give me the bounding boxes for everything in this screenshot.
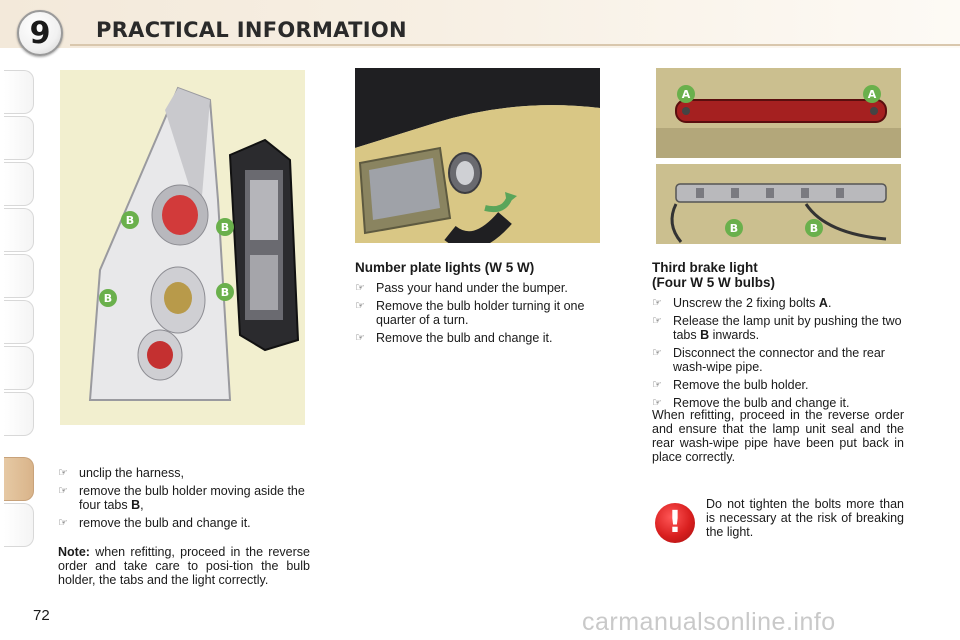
pointing-hand-icon: ☞ <box>652 346 662 359</box>
step-text: remove the bulb and change it. <box>79 516 251 530</box>
middle-steps-list <box>355 281 607 349</box>
list-item <box>58 516 310 530</box>
step-bold-ref: B <box>700 328 710 342</box>
step-tail: . <box>827 296 832 310</box>
step-text: Remove the bulb and change it. <box>673 396 850 410</box>
pointing-hand-icon: ☞ <box>652 378 662 391</box>
side-tab-10[interactable] <box>4 503 34 547</box>
side-tab-9-active[interactable] <box>4 457 34 501</box>
pointing-hand-icon: ☞ <box>652 314 662 327</box>
right-steps-list <box>652 296 904 414</box>
list-item <box>652 314 904 342</box>
step-text: Pass your hand under the bumper. <box>376 281 568 295</box>
step-text: Unscrew the 2 fixing bolts <box>673 296 819 310</box>
warning-icon <box>655 503 695 543</box>
step-tail: inwards. <box>709 328 760 342</box>
note-text: when refitting, proceed in the reverse order and take care to posi-tion the bulb holder, the tabs and the light correctly. <box>58 545 310 587</box>
step-bold-ref: A <box>818 296 828 310</box>
step-text: Disconnect the connector and the rear wash-wipe pipe. <box>673 346 885 374</box>
pointing-hand-icon: ☞ <box>58 516 68 529</box>
step-tail: , <box>140 498 144 512</box>
pointing-hand-icon: ☞ <box>355 331 365 344</box>
side-tab-1[interactable] <box>4 70 34 114</box>
heading-line-1: Third brake light <box>652 260 758 275</box>
heading-line-2: (Four W 5 W bulbs) <box>652 275 775 290</box>
list-item <box>355 299 607 327</box>
rear-lamp-illustration <box>60 70 305 425</box>
image-label-a-1: A <box>681 88 691 101</box>
side-tab-8[interactable] <box>4 392 34 436</box>
list-item <box>652 296 904 310</box>
pointing-hand-icon: ☞ <box>58 484 68 497</box>
list-item <box>652 346 904 374</box>
image-label-b-5: B <box>729 222 739 235</box>
image-label-b-6: B <box>809 222 819 235</box>
step-text: unclip the harness, <box>79 466 184 480</box>
note-paragraph <box>58 545 310 587</box>
brake-light-heading <box>652 260 902 290</box>
image-label-b-4: B <box>220 286 230 299</box>
image-label-b-1: B <box>125 214 135 227</box>
step-bold-ref: B <box>131 498 141 512</box>
page-title: PRACTICAL INFORMATION <box>96 18 407 42</box>
list-item <box>58 484 310 512</box>
number-plate-light-illustration <box>355 68 600 243</box>
image-label-a-2: A <box>867 88 877 101</box>
step-text: Release the lamp unit by pushing the two tabs <box>673 314 902 342</box>
note-label: Note: <box>58 545 90 559</box>
chapter-badge <box>17 10 63 56</box>
list-item <box>58 466 310 480</box>
warning-text: Do not tighten the bolts more than is necessary at the risk of breaking the light. <box>706 497 904 539</box>
side-tab-5[interactable] <box>4 254 34 298</box>
pointing-hand-icon: ☞ <box>652 396 662 409</box>
pointing-hand-icon: ☞ <box>355 299 365 312</box>
side-tab-2[interactable] <box>4 116 34 160</box>
side-tab-3[interactable] <box>4 162 34 206</box>
pointing-hand-icon: ☞ <box>58 466 68 479</box>
exclamation-icon: ! <box>668 505 682 540</box>
pointing-hand-icon: ☞ <box>355 281 365 294</box>
left-steps-list <box>58 466 310 534</box>
page-number: 72 <box>33 607 50 624</box>
step-text: Remove the bulb holder turning it one quarter of a turn. <box>376 299 585 327</box>
step-text: remove the bulb holder moving aside the four tabs <box>79 484 305 512</box>
step-text: Remove the bulb and change it. <box>376 331 553 345</box>
image-label-b-2: B <box>220 221 230 234</box>
chapter-number: 9 <box>29 16 51 51</box>
header-underline <box>70 44 960 46</box>
side-tab-7[interactable] <box>4 346 34 390</box>
brake-light-tabs-illustration <box>656 164 901 244</box>
watermark: carmanualsonline.info <box>582 608 836 636</box>
list-item <box>652 378 904 392</box>
list-item <box>355 331 607 345</box>
brake-light-bolts-illustration <box>656 68 901 158</box>
side-tab-4[interactable] <box>4 208 34 252</box>
list-item <box>355 281 607 295</box>
side-tab-6[interactable] <box>4 300 34 344</box>
step-text: Remove the bulb holder. <box>673 378 809 392</box>
image-label-b-3: B <box>103 292 113 305</box>
pointing-hand-icon: ☞ <box>652 296 662 309</box>
chapter-side-tabs <box>0 70 36 575</box>
number-plate-heading: Number plate lights (W 5 W) <box>355 260 535 275</box>
refitting-paragraph: When refitting, proceed in the reverse order and ensure that the lamp unit seal and the rear wash-wipe pipe have been put back in place correctly. <box>652 408 904 464</box>
